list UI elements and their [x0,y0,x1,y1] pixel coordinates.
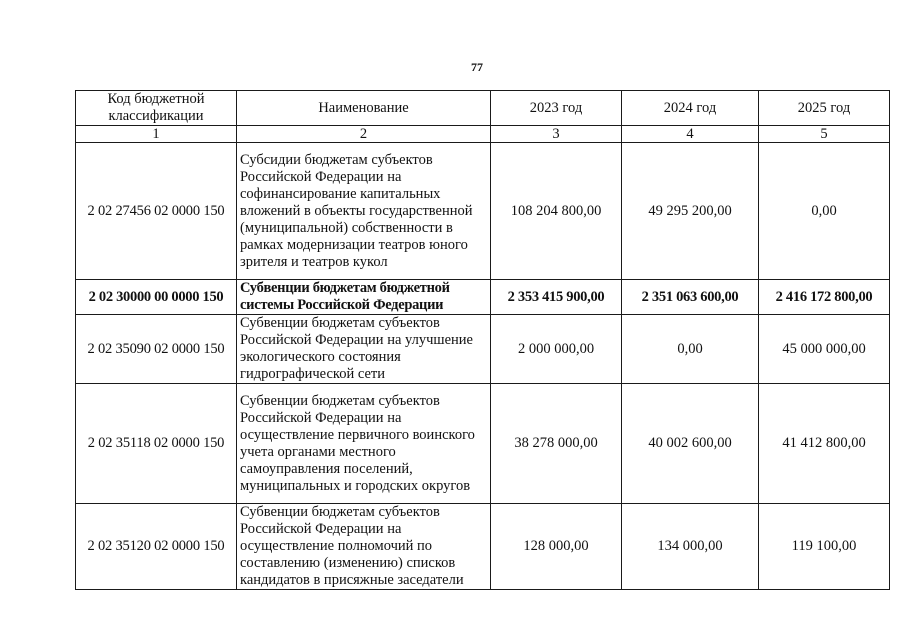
budget-code: 2 02 35120 02 0000 150 [76,504,237,590]
amount-2025: 45 000 000,00 [759,315,890,384]
item-name: Субвенции бюджетам бюджетной системы Российской Федерации [237,280,491,315]
page-number: 77 [471,60,483,74]
column-number: 5 [759,126,890,143]
budget-code: 2 02 35118 02 0000 150 [76,384,237,504]
amount-2024: 40 002 600,00 [622,384,759,504]
amount-2023: 2 353 415 900,00 [491,280,622,315]
column-number: 3 [491,126,622,143]
budget-code: 2 02 35090 02 0000 150 [76,315,237,384]
budget-code: 2 02 30000 00 0000 150 [76,280,237,315]
budget-table [75,90,890,590]
table-row [76,143,890,280]
column-number: 1 [76,126,237,143]
header-2025: 2025 год [759,91,890,126]
table-header-row [76,91,890,126]
table-row [76,315,890,384]
column-number: 2 [237,126,491,143]
amount-2024: 0,00 [622,315,759,384]
budget-code: 2 02 27456 02 0000 150 [76,143,237,280]
item-name: Субсидии бюджетам субъектов Российской Федерации на софинансирование капитальных вложений в объекты государственной (муниципальной) собственности в рамках модернизации театров юного зрителя и театров кукол [237,143,491,280]
amount-2023: 128 000,00 [491,504,622,590]
header-name: Наименование [237,91,491,126]
item-name: Субвенции бюджетам субъектов Российской Федерации на осуществление полномочий по составлению (изменению) списков кандидатов в присяжные заседатели [237,504,491,590]
amount-2025: 2 416 172 800,00 [759,280,890,315]
table-row [76,384,890,504]
table-row [76,504,890,590]
amount-2025: 119 100,00 [759,504,890,590]
amount-2024: 49 295 200,00 [622,143,759,280]
amount-2025: 41 412 800,00 [759,384,890,504]
item-name: Субвенции бюджетам субъектов Российской Федерации на улучшение экологического состояния гидрографической сети [237,315,491,384]
item-name: Субвенции бюджетам субъектов Российской Федерации на осуществление первичного воинского учета органами местного самоуправления поселений, муниципальных и городских округов [237,384,491,504]
amount-2023: 38 278 000,00 [491,384,622,504]
amount-2025: 0,00 [759,143,890,280]
table-row-total [76,280,890,315]
column-number: 4 [622,126,759,143]
amount-2023: 2 000 000,00 [491,315,622,384]
amount-2024: 134 000,00 [622,504,759,590]
column-number-row [76,126,890,143]
header-code: Код бюджетной классификации [76,91,237,126]
header-2024: 2024 год [622,91,759,126]
amount-2023: 108 204 800,00 [491,143,622,280]
header-2023: 2023 год [491,91,622,126]
amount-2024: 2 351 063 600,00 [622,280,759,315]
